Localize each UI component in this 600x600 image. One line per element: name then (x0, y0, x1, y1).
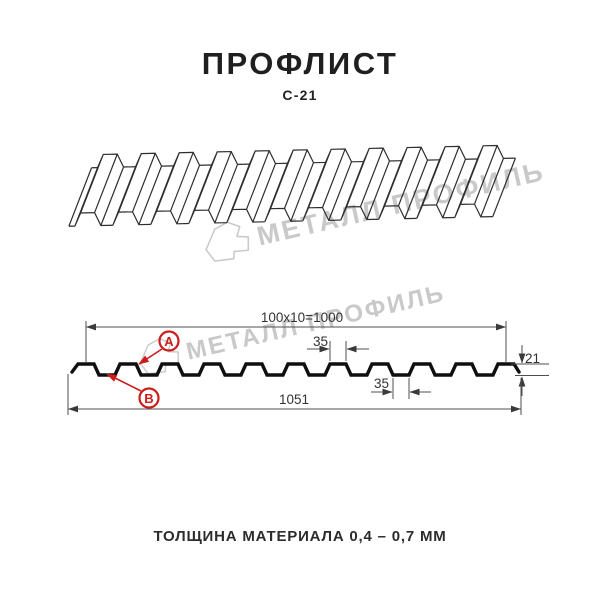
dimension-rib-top (307, 334, 369, 361)
callout-side-a (139, 332, 179, 365)
technical-drawing-canvas: МЕТАЛЛ ПРОФИЛЬ 100x10=1000 35 35 21 1051 A B (0, 0, 600, 600)
profile-outline (72, 364, 519, 375)
dim-profile-height-value: 21 (525, 351, 541, 366)
thickness-note: ТОЛЩИНА МАТЕРИАЛА 0,4 – 0,7 ММ (153, 528, 447, 545)
dim-working-width-value: 100x10=1000 (260, 310, 344, 325)
dim-rib-bottom-value: 35 (373, 376, 389, 391)
dim-rib-top-value: 35 (312, 334, 328, 349)
product-code: С-21 (282, 87, 318, 103)
dim-overall-width-value: 1051 (278, 392, 310, 407)
side-b-label: B (144, 391, 154, 406)
page-title: ПРОФЛИСТ (201, 46, 399, 81)
side-a-label: A (164, 334, 174, 349)
dimension-overall-width (68, 374, 521, 415)
dimension-rib-bottom (371, 376, 431, 399)
callout-side-b (107, 374, 159, 408)
watermark-lower (136, 274, 448, 377)
